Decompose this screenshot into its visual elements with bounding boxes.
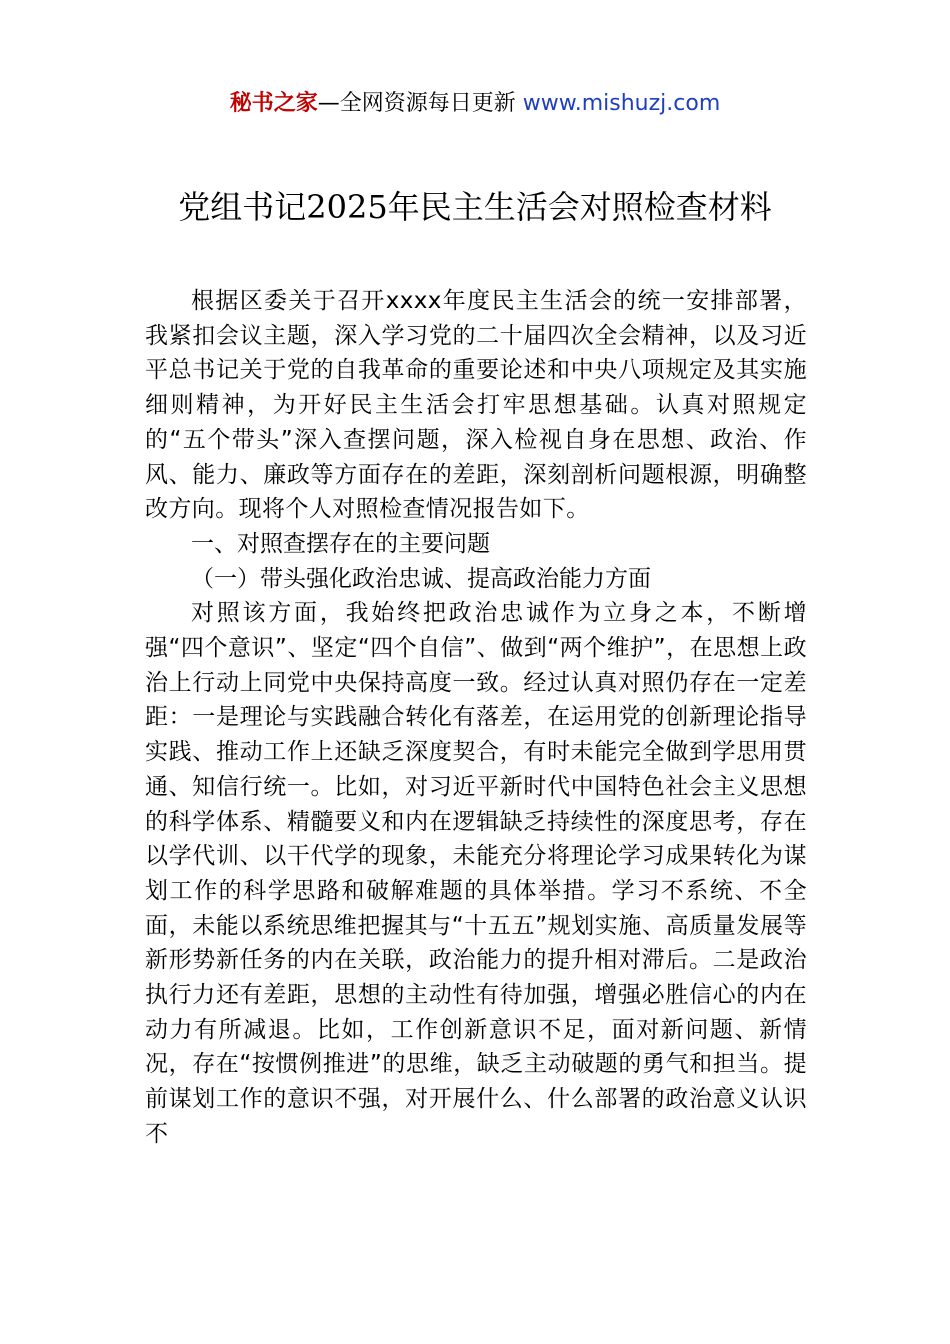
intro-paragraph: 根据区委关于召开xxxx年度民主生活会的统一安排部署，我紧扣会议主题，深入学习党的二十届四次全会精神，以及习近平总书记关于党的自我革命的重要论述和中央八项规定及其实施细则精神，为开好民主生活会打牢思想基础。认真对照规定的“五个带头”深入查摆问题，深入检视自身在思想、政治、作风、能力、廉政等方面存在的差距，深刻剖析问题根源，明确整改方向。现将个人对照检查情况报告如下。 — [145, 288, 807, 523]
subsection-heading-1: （一）带头强化政治忠诚、提高政治能力方面 — [191, 565, 651, 592]
site-url-link[interactable]: www.mishuzj.com — [522, 91, 721, 116]
body-paragraph: 对照该方面，我始终把政治忠诚作为立身之本，不断增强“四个意识”、坚定“四个自信”、做到“两个维护”，在思想上政治上行动上同党中央保持高度一致。经过认真对照仍存在一定差距：一是理论与实践融合转化有落差，在运用党的创新理论指导实践、推动工作上还缺乏深度契合，有时未能完全做到学思用贯通、知信行统一。比如，对习近平新时代中国特色社会主义思想的科学体系、精髓要义和内在逻辑缺乏持续性的深度思考，存在以学代训、以干代学的现象，未能充分将理论学习成果转化为谋划工作的科学思路和破解难题的具体举措。学习不系统、不全面，未能以系统思维把握其与“十五五”规划实施、高质量发展等新形势新任务的内在关联，政治能力的提升相对滞后。二是政治执行力还有差距，思想的主动性有待加强，增强必胜信心的内在动力有所减退。比如，工作创新意识不足，面对新问题、新情况，存在“按惯例推进”的思维，缺乏主动破题的勇气和担当。提前谋划工作的意识不强，对开展什么、什么部署的政治意义认识不 — [145, 600, 807, 1147]
section-heading-1: 一、对照查摆存在的主要问题 — [191, 530, 490, 557]
document-title: 党组书记2025年民主生活会对照检查材料 — [178, 188, 772, 226]
site-tagline: —全网资源每日更新 — [317, 91, 523, 116]
document-body — [145, 284, 807, 1152]
site-header — [0, 88, 950, 120]
site-brand: 秘书之家 — [229, 91, 318, 116]
